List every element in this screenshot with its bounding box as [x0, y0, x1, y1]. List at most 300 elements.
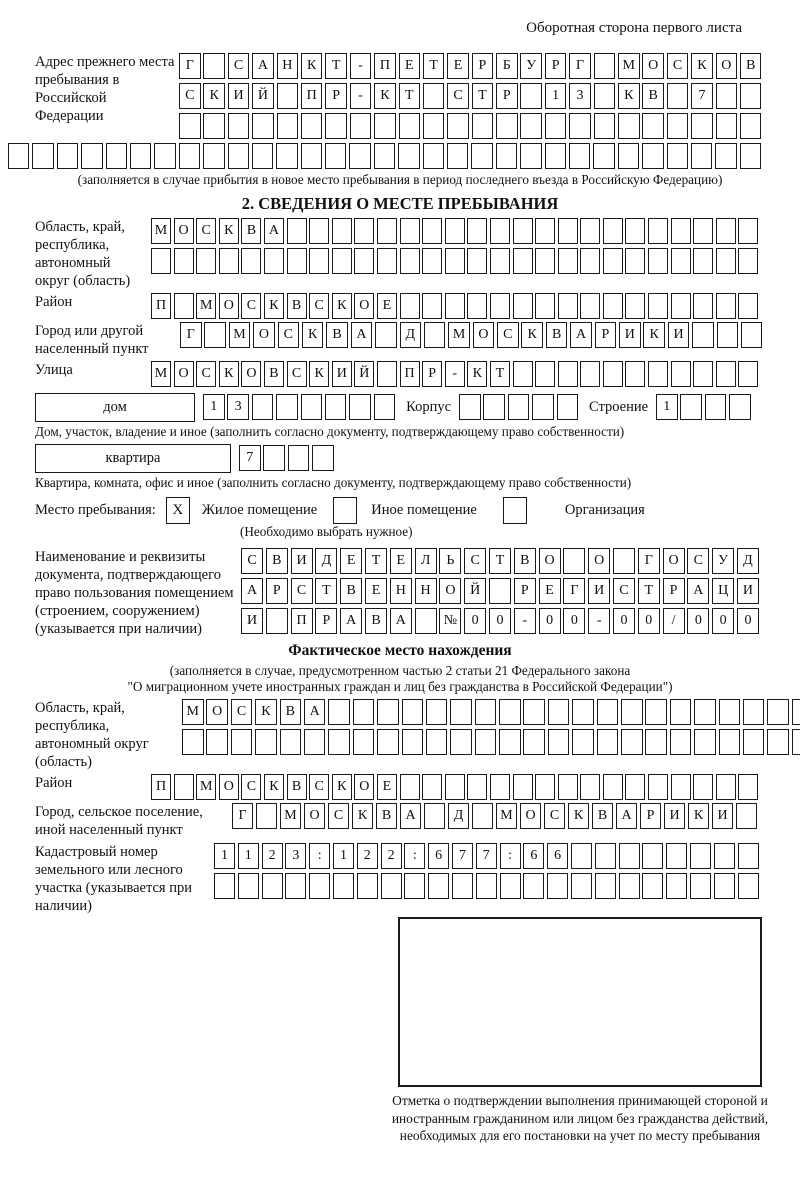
char-cell[interactable] [743, 699, 765, 725]
char-cell[interactable] [603, 361, 623, 387]
char-cell[interactable]: Т [489, 548, 511, 574]
char-cell[interactable] [513, 293, 533, 319]
char-cell[interactable]: И [241, 608, 263, 634]
char-cell[interactable]: М [496, 803, 517, 829]
char-cell[interactable] [426, 729, 448, 755]
char-cell[interactable]: С [278, 322, 300, 348]
char-cell[interactable] [228, 143, 249, 169]
char-cell[interactable] [594, 83, 616, 109]
char-cell[interactable] [496, 113, 518, 139]
char-cell[interactable] [738, 248, 758, 274]
char-cell[interactable]: И [737, 578, 759, 604]
char-cell[interactable] [325, 113, 347, 139]
char-cell[interactable] [467, 293, 487, 319]
char-cell[interactable]: Т [490, 361, 510, 387]
char-cell[interactable]: С [291, 578, 313, 604]
char-cell[interactable]: 3 [569, 83, 591, 109]
char-cell[interactable]: М [182, 699, 204, 725]
char-cell[interactable]: А [616, 803, 637, 829]
char-cell[interactable] [475, 699, 497, 725]
char-cell[interactable]: 0 [613, 608, 635, 634]
char-cell[interactable] [691, 143, 712, 169]
char-cell[interactable]: Р [514, 578, 536, 604]
char-cell[interactable]: Д [315, 548, 337, 574]
char-cell[interactable] [353, 729, 375, 755]
char-cell[interactable]: : [309, 843, 330, 869]
char-cell[interactable] [374, 113, 396, 139]
char-cell[interactable]: О [206, 699, 228, 725]
char-cell[interactable] [256, 803, 277, 829]
char-cell[interactable]: К [332, 774, 352, 800]
char-cell[interactable]: К [352, 803, 373, 829]
char-cell[interactable]: - [514, 608, 536, 634]
char-cell[interactable] [621, 729, 643, 755]
char-cell[interactable] [558, 293, 578, 319]
char-cell[interactable] [603, 248, 623, 274]
char-cell[interactable] [422, 218, 442, 244]
char-cell[interactable] [262, 873, 283, 899]
char-cell[interactable] [500, 873, 521, 899]
char-cell[interactable]: Д [737, 548, 759, 574]
char-cell[interactable] [450, 699, 472, 725]
char-cell[interactable] [738, 774, 758, 800]
char-cell[interactable] [203, 53, 225, 79]
char-cell[interactable]: Й [252, 83, 274, 109]
char-cell[interactable] [377, 218, 397, 244]
char-cell[interactable]: : [404, 843, 425, 869]
char-cell[interactable]: Е [377, 774, 397, 800]
char-cell[interactable]: 0 [489, 608, 511, 634]
char-cell[interactable]: А [687, 578, 709, 604]
char-cell[interactable]: И [588, 578, 610, 604]
char-cell[interactable] [594, 53, 616, 79]
char-cell[interactable] [671, 774, 691, 800]
char-cell[interactable]: Г [232, 803, 253, 829]
char-cell[interactable] [603, 774, 623, 800]
char-cell[interactable] [287, 218, 307, 244]
char-cell[interactable] [666, 873, 687, 899]
char-cell[interactable]: К [332, 293, 352, 319]
char-cell[interactable]: О [219, 774, 239, 800]
char-cell[interactable]: Г [569, 53, 591, 79]
char-cell[interactable] [648, 248, 668, 274]
char-cell[interactable]: Т [365, 548, 387, 574]
char-cell[interactable] [729, 394, 751, 420]
char-cell[interactable]: А [570, 322, 592, 348]
char-cell[interactable] [499, 699, 521, 725]
char-cell[interactable] [489, 578, 511, 604]
char-cell[interactable] [642, 113, 664, 139]
char-cell[interactable] [603, 218, 623, 244]
char-cell[interactable]: Г [180, 322, 202, 348]
char-cell[interactable] [670, 729, 692, 755]
char-cell[interactable]: О [354, 774, 374, 800]
char-cell[interactable]: Р [325, 83, 347, 109]
char-cell[interactable] [648, 361, 668, 387]
char-cell[interactable] [179, 143, 200, 169]
char-cell[interactable]: С [544, 803, 565, 829]
char-cell[interactable]: Р [663, 578, 685, 604]
char-cell[interactable] [545, 143, 566, 169]
char-cell[interactable] [264, 248, 284, 274]
char-cell[interactable] [399, 113, 421, 139]
char-cell[interactable]: Т [472, 83, 494, 109]
char-cell[interactable]: Й [464, 578, 486, 604]
char-cell[interactable] [792, 699, 800, 725]
char-cell[interactable] [558, 774, 578, 800]
char-cell[interactable]: Т [423, 53, 445, 79]
char-cell[interactable] [400, 774, 420, 800]
char-cell[interactable] [740, 113, 762, 139]
char-cell[interactable] [424, 322, 446, 348]
char-cell[interactable]: Б [496, 53, 518, 79]
char-cell[interactable]: К [264, 293, 284, 319]
char-cell[interactable] [716, 113, 738, 139]
char-cell[interactable] [490, 774, 510, 800]
char-cell[interactable] [618, 143, 639, 169]
char-cell[interactable] [693, 774, 713, 800]
char-cell[interactable] [377, 699, 399, 725]
char-cell[interactable] [301, 143, 322, 169]
char-cell[interactable] [580, 361, 600, 387]
char-cell[interactable] [580, 293, 600, 319]
char-cell[interactable] [475, 729, 497, 755]
char-cell[interactable]: В [365, 608, 387, 634]
char-cell[interactable]: О [219, 293, 239, 319]
char-cell[interactable]: И [664, 803, 685, 829]
house-box[interactable]: дом [35, 393, 195, 422]
checkbox-other-premises[interactable] [333, 497, 357, 524]
char-cell[interactable] [738, 218, 758, 244]
char-cell[interactable]: 1 [333, 843, 354, 869]
char-cell[interactable] [255, 729, 277, 755]
char-cell[interactable] [767, 699, 789, 725]
char-cell[interactable] [558, 218, 578, 244]
char-cell[interactable]: О [588, 548, 610, 574]
char-cell[interactable]: С [228, 53, 250, 79]
char-cell[interactable] [625, 774, 645, 800]
char-cell[interactable] [547, 873, 568, 899]
char-cell[interactable] [447, 113, 469, 139]
char-cell[interactable]: Ц [712, 578, 734, 604]
char-cell[interactable]: С [287, 361, 307, 387]
char-cell[interactable] [349, 394, 371, 420]
char-cell[interactable] [452, 873, 473, 899]
char-cell[interactable]: В [546, 322, 568, 348]
char-cell[interactable] [595, 873, 616, 899]
char-cell[interactable] [625, 248, 645, 274]
char-cell[interactable]: 1 [214, 843, 235, 869]
char-cell[interactable] [424, 803, 445, 829]
char-cell[interactable] [174, 774, 194, 800]
char-cell[interactable] [287, 248, 307, 274]
char-cell[interactable] [490, 248, 510, 274]
char-cell[interactable] [206, 729, 228, 755]
char-cell[interactable] [204, 322, 226, 348]
char-cell[interactable]: К [691, 53, 713, 79]
char-cell[interactable] [557, 394, 579, 420]
char-cell[interactable] [666, 843, 687, 869]
char-cell[interactable]: П [151, 293, 171, 319]
char-cell[interactable]: 2 [357, 843, 378, 869]
char-cell[interactable] [402, 729, 424, 755]
char-cell[interactable] [741, 322, 763, 348]
char-cell[interactable] [694, 699, 716, 725]
char-cell[interactable] [377, 361, 397, 387]
char-cell[interactable] [572, 729, 594, 755]
char-cell[interactable] [738, 293, 758, 319]
char-cell[interactable]: В [592, 803, 613, 829]
char-cell[interactable]: В [241, 218, 261, 244]
char-cell[interactable] [621, 699, 643, 725]
char-cell[interactable] [671, 361, 691, 387]
char-cell[interactable] [694, 729, 716, 755]
char-cell[interactable] [693, 293, 713, 319]
char-cell[interactable] [740, 83, 762, 109]
char-cell[interactable]: Д [448, 803, 469, 829]
char-cell[interactable] [619, 873, 640, 899]
char-cell[interactable] [520, 113, 542, 139]
char-cell[interactable]: С [667, 53, 689, 79]
char-cell[interactable] [671, 293, 691, 319]
char-cell[interactable]: О [716, 53, 738, 79]
char-cell[interactable]: 0 [638, 608, 660, 634]
char-cell[interactable]: С [309, 293, 329, 319]
char-cell[interactable]: М [196, 774, 216, 800]
char-cell[interactable] [648, 774, 668, 800]
checkbox-organization[interactable] [503, 497, 527, 524]
char-cell[interactable] [716, 361, 736, 387]
char-cell[interactable]: Г [638, 548, 660, 574]
char-cell[interactable]: М [229, 322, 251, 348]
char-cell[interactable]: : [500, 843, 521, 869]
char-cell[interactable]: 1 [238, 843, 259, 869]
char-cell[interactable] [792, 729, 800, 755]
char-cell[interactable]: Н [277, 53, 299, 79]
char-cell[interactable] [333, 873, 354, 899]
char-cell[interactable]: Л [415, 548, 437, 574]
char-cell[interactable] [483, 394, 505, 420]
char-cell[interactable]: О [663, 548, 685, 574]
char-cell[interactable]: П [151, 774, 171, 800]
char-cell[interactable]: К [521, 322, 543, 348]
char-cell[interactable] [467, 248, 487, 274]
char-cell[interactable] [716, 248, 736, 274]
char-cell[interactable]: М [151, 361, 171, 387]
char-cell[interactable] [214, 873, 235, 899]
char-cell[interactable] [571, 873, 592, 899]
char-cell[interactable] [151, 248, 171, 274]
char-cell[interactable] [422, 248, 442, 274]
char-cell[interactable] [513, 218, 533, 244]
char-cell[interactable] [182, 729, 204, 755]
char-cell[interactable] [398, 143, 419, 169]
char-cell[interactable]: В [266, 548, 288, 574]
char-cell[interactable] [690, 873, 711, 899]
char-cell[interactable] [548, 699, 570, 725]
char-cell[interactable]: Н [415, 578, 437, 604]
char-cell[interactable]: О [473, 322, 495, 348]
char-cell[interactable]: О [539, 548, 561, 574]
char-cell[interactable] [490, 293, 510, 319]
char-cell[interactable] [520, 83, 542, 109]
char-cell[interactable] [580, 248, 600, 274]
char-cell[interactable]: 1 [203, 394, 225, 420]
char-cell[interactable] [304, 729, 326, 755]
char-cell[interactable] [715, 143, 736, 169]
char-cell[interactable] [743, 729, 765, 755]
char-cell[interactable]: Т [638, 578, 660, 604]
char-cell[interactable] [671, 218, 691, 244]
char-cell[interactable]: В [642, 83, 664, 109]
char-cell[interactable] [228, 113, 250, 139]
char-cell[interactable]: Е [340, 548, 362, 574]
char-cell[interactable]: 3 [227, 394, 249, 420]
char-cell[interactable] [738, 873, 759, 899]
char-cell[interactable] [354, 218, 374, 244]
char-cell[interactable] [450, 729, 472, 755]
char-cell[interactable]: В [287, 774, 307, 800]
char-cell[interactable] [445, 248, 465, 274]
char-cell[interactable]: М [280, 803, 301, 829]
char-cell[interactable]: С [497, 322, 519, 348]
char-cell[interactable] [716, 83, 738, 109]
char-cell[interactable]: М [448, 322, 470, 348]
char-cell[interactable] [459, 394, 481, 420]
char-cell[interactable]: К [374, 83, 396, 109]
char-cell[interactable]: А [340, 608, 362, 634]
char-cell[interactable]: С [241, 293, 261, 319]
char-cell[interactable]: К [688, 803, 709, 829]
char-cell[interactable]: У [712, 548, 734, 574]
char-cell[interactable] [381, 873, 402, 899]
char-cell[interactable]: О [520, 803, 541, 829]
char-cell[interactable]: В [740, 53, 762, 79]
char-cell[interactable] [400, 248, 420, 274]
char-cell[interactable] [693, 218, 713, 244]
char-cell[interactable] [513, 774, 533, 800]
char-cell[interactable] [535, 248, 555, 274]
char-cell[interactable]: Ь [439, 548, 461, 574]
char-cell[interactable] [714, 843, 735, 869]
char-cell[interactable] [523, 873, 544, 899]
char-cell[interactable]: Р [496, 83, 518, 109]
char-cell[interactable] [693, 248, 713, 274]
char-cell[interactable]: Р [595, 322, 617, 348]
char-cell[interactable] [593, 143, 614, 169]
char-cell[interactable]: Д [400, 322, 422, 348]
char-cell[interactable]: У [520, 53, 542, 79]
char-cell[interactable] [447, 143, 468, 169]
char-cell[interactable] [374, 143, 395, 169]
char-cell[interactable]: С [241, 774, 261, 800]
char-cell[interactable] [548, 729, 570, 755]
char-cell[interactable]: 7 [239, 445, 261, 471]
char-cell[interactable]: И [228, 83, 250, 109]
char-cell[interactable]: 0 [464, 608, 486, 634]
char-cell[interactable] [203, 113, 225, 139]
char-cell[interactable] [738, 361, 758, 387]
char-cell[interactable]: О [439, 578, 461, 604]
char-cell[interactable] [719, 729, 741, 755]
char-cell[interactable] [705, 394, 727, 420]
char-cell[interactable] [374, 394, 396, 420]
char-cell[interactable] [285, 873, 306, 899]
char-cell[interactable]: - [350, 83, 372, 109]
char-cell[interactable] [667, 113, 689, 139]
char-cell[interactable] [277, 113, 299, 139]
char-cell[interactable]: А [304, 699, 326, 725]
char-cell[interactable] [625, 293, 645, 319]
apartment-box[interactable]: квартира [35, 444, 231, 473]
char-cell[interactable]: Е [365, 578, 387, 604]
char-cell[interactable]: Н [390, 578, 412, 604]
char-cell[interactable]: А [241, 578, 263, 604]
char-cell[interactable] [276, 143, 297, 169]
char-cell[interactable]: К [618, 83, 640, 109]
char-cell[interactable] [513, 248, 533, 274]
char-cell[interactable] [415, 608, 437, 634]
char-cell[interactable] [154, 143, 175, 169]
char-cell[interactable] [130, 143, 151, 169]
char-cell[interactable] [81, 143, 102, 169]
char-cell[interactable] [767, 729, 789, 755]
char-cell[interactable] [691, 113, 713, 139]
char-cell[interactable]: Р [640, 803, 661, 829]
char-cell[interactable]: Т [325, 53, 347, 79]
char-cell[interactable] [499, 729, 521, 755]
char-cell[interactable]: А [390, 608, 412, 634]
char-cell[interactable] [428, 873, 449, 899]
char-cell[interactable]: Е [377, 293, 397, 319]
char-cell[interactable] [714, 873, 735, 899]
char-cell[interactable]: Е [399, 53, 421, 79]
char-cell[interactable] [618, 113, 640, 139]
char-cell[interactable] [680, 394, 702, 420]
char-cell[interactable] [288, 445, 310, 471]
char-cell[interactable] [545, 113, 567, 139]
char-cell[interactable]: О [174, 361, 194, 387]
char-cell[interactable]: И [668, 322, 690, 348]
char-cell[interactable]: М [618, 53, 640, 79]
char-cell[interactable]: Р [422, 361, 442, 387]
char-cell[interactable] [642, 873, 663, 899]
char-cell[interactable] [580, 774, 600, 800]
char-cell[interactable]: 0 [712, 608, 734, 634]
char-cell[interactable] [332, 218, 352, 244]
char-cell[interactable]: Р [545, 53, 567, 79]
char-cell[interactable] [445, 218, 465, 244]
char-cell[interactable]: А [264, 218, 284, 244]
char-cell[interactable]: В [264, 361, 284, 387]
char-cell[interactable] [328, 699, 350, 725]
char-cell[interactable] [280, 729, 302, 755]
char-cell[interactable]: К [568, 803, 589, 829]
char-cell[interactable] [426, 699, 448, 725]
char-cell[interactable] [263, 445, 285, 471]
char-cell[interactable]: К [264, 774, 284, 800]
char-cell[interactable]: К [219, 361, 239, 387]
char-cell[interactable] [571, 843, 592, 869]
char-cell[interactable] [572, 699, 594, 725]
char-cell[interactable] [238, 873, 259, 899]
char-cell[interactable]: О [354, 293, 374, 319]
char-cell[interactable] [597, 699, 619, 725]
char-cell[interactable] [476, 873, 497, 899]
char-cell[interactable]: В [280, 699, 302, 725]
checkbox-residential[interactable]: X [166, 497, 190, 524]
char-cell[interactable]: 0 [563, 608, 585, 634]
